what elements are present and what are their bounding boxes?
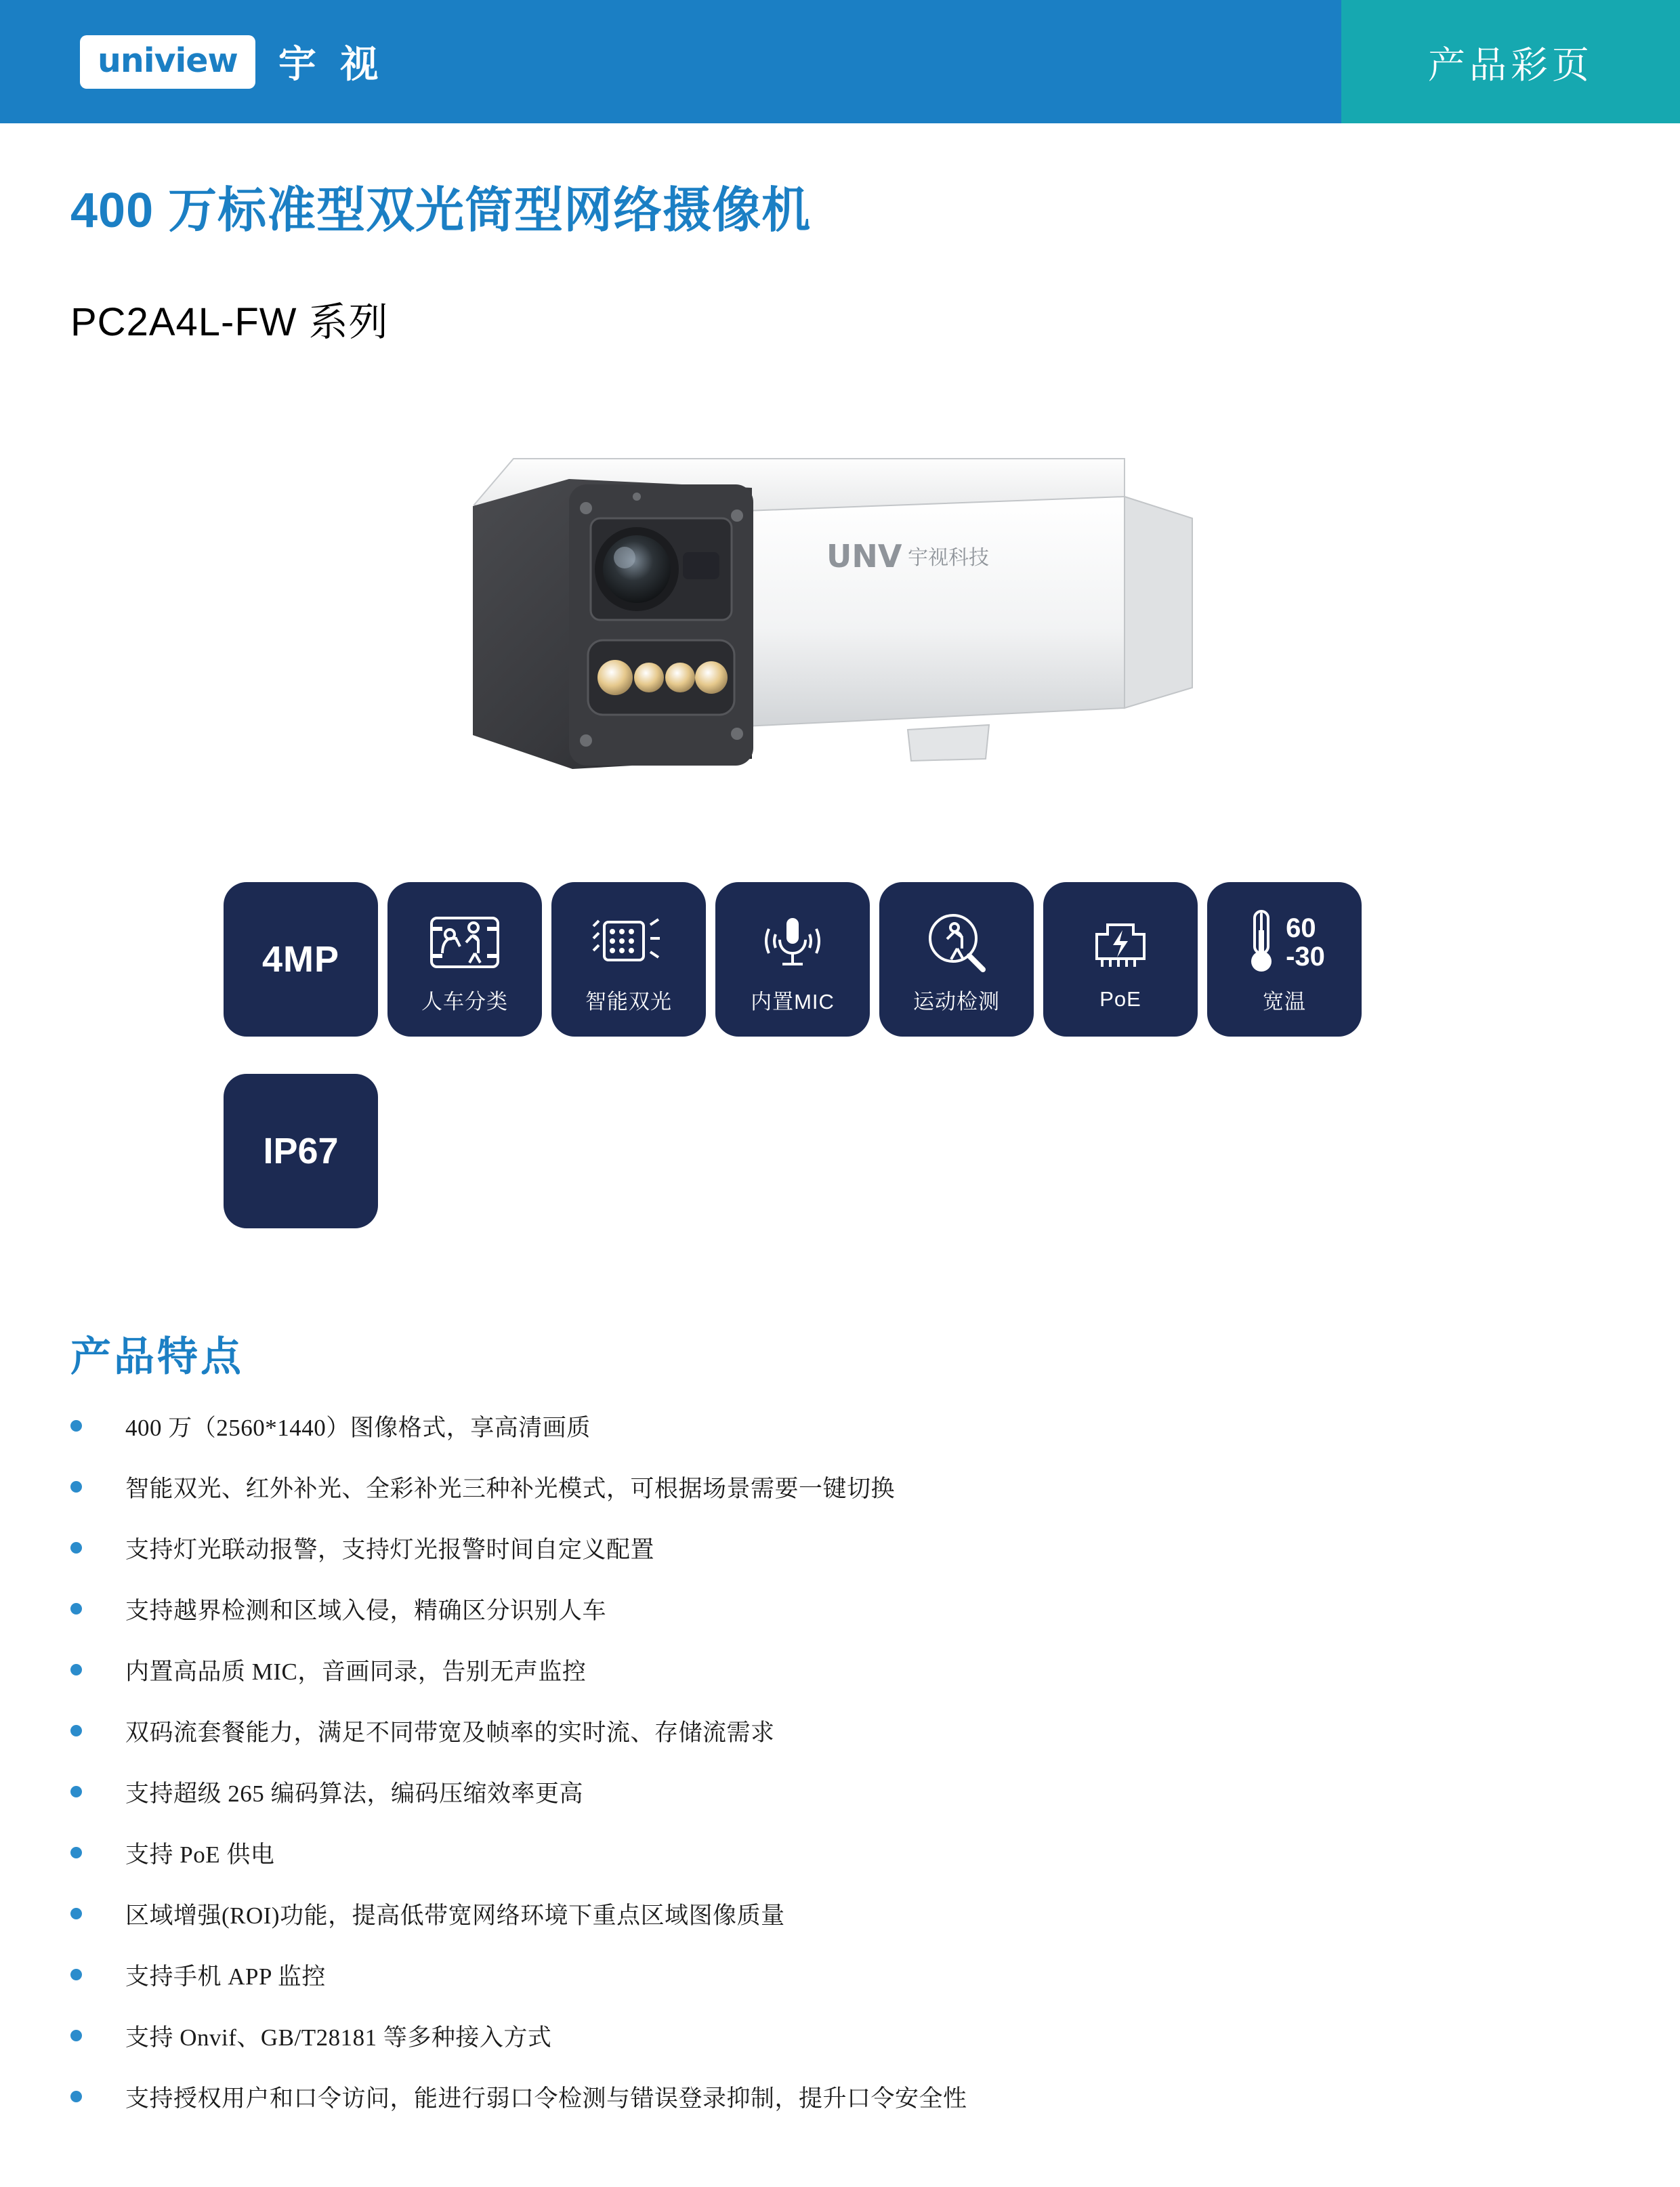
feature-text: 支持超级 265 编码算法，编码压缩效率更高 bbox=[125, 1780, 584, 1807]
bullet-dot-icon bbox=[70, 1786, 82, 1797]
dual-light-icon bbox=[588, 904, 669, 980]
thermometer-icon bbox=[1244, 904, 1325, 980]
product-photo bbox=[434, 417, 1274, 837]
list-item bbox=[70, 1470, 1615, 1531]
list-item bbox=[70, 1714, 1615, 1775]
list-item bbox=[70, 1897, 1615, 1958]
header-tag-label: 产品彩页 bbox=[1427, 43, 1593, 86]
badge-dual-light bbox=[551, 882, 706, 1037]
list-item bbox=[70, 1592, 1615, 1653]
badge-dual-light-label: 智能双光 bbox=[585, 989, 672, 1014]
badge-poe-label: PoE bbox=[1099, 987, 1141, 1011]
list-item bbox=[70, 1775, 1615, 1836]
bullet-dot-icon bbox=[70, 1908, 82, 1919]
page-subtitle: PC2A4L-FW 系列 bbox=[70, 300, 389, 344]
feature-text: 支持灯光联动报警，支持灯光报警时间自定义配置 bbox=[125, 1537, 655, 1563]
temp-high: 60 bbox=[1286, 913, 1316, 943]
product-body-logo: UNV bbox=[826, 538, 902, 575]
feature-text: 支持授权用户和口令访问，能进行弱口令检测与错误登录抑制，提升口令安全性 bbox=[125, 2085, 967, 2112]
poe-icon bbox=[1083, 907, 1158, 983]
feature-text: 400 万（2560*1440）图像格式，享高清画质 bbox=[125, 1415, 591, 1441]
features-heading: 产品特点 bbox=[70, 1334, 244, 1379]
feature-text: 支持越界检测和区域入侵，精确区分识别人车 bbox=[125, 1598, 607, 1624]
badge-motion-detect-label: 运动检测 bbox=[913, 989, 1000, 1014]
bullet-dot-icon bbox=[70, 2091, 82, 2102]
bullet-dot-icon bbox=[70, 1725, 82, 1736]
bullet-dot-icon bbox=[70, 1420, 82, 1432]
microphone-icon bbox=[755, 904, 830, 980]
bullet-dot-icon bbox=[70, 1542, 82, 1554]
feature-text: 支持 PoE 供电 bbox=[125, 1841, 275, 1868]
list-item bbox=[70, 1958, 1615, 2019]
product-body-logo-cn: 宇视科技 bbox=[908, 546, 989, 570]
feature-text: 智能双光、红外补光、全彩补光三种补光模式，可根据场景需要一键切换 bbox=[125, 1476, 896, 1502]
feature-text: 区域增强(ROI)功能，提高低带宽网络环境下重点区域图像质量 bbox=[125, 1902, 785, 1929]
logo-wordmark: uniview bbox=[98, 41, 238, 80]
temperature-range bbox=[1286, 914, 1325, 971]
bullet-dot-icon bbox=[70, 1481, 82, 1493]
badge-person-vehicle-label: 人车分类 bbox=[421, 989, 508, 1014]
list-item bbox=[70, 2080, 1615, 2141]
logo-chinese-name: 宇 视 bbox=[278, 43, 385, 85]
badge-mic bbox=[715, 882, 870, 1037]
header-tag bbox=[1341, 0, 1680, 123]
page-header bbox=[0, 0, 1680, 123]
features-list bbox=[70, 1409, 1615, 2141]
badge-poe bbox=[1043, 882, 1198, 1037]
temp-low: -30 bbox=[1286, 941, 1325, 972]
feature-text: 支持手机 APP 监控 bbox=[125, 1963, 326, 1990]
badge-mic-label: 内置MIC bbox=[751, 989, 835, 1014]
bullet-dot-icon bbox=[70, 1847, 82, 1858]
person-vehicle-icon bbox=[427, 904, 502, 980]
feature-badge-row bbox=[224, 882, 1362, 1037]
bullet-dot-icon bbox=[70, 1969, 82, 1980]
bullet-dot-icon bbox=[70, 2030, 82, 2041]
motion-detect-icon bbox=[919, 904, 994, 980]
badge-4mp bbox=[224, 882, 378, 1037]
list-item bbox=[70, 1836, 1615, 1897]
feature-text: 内置高品质 MIC，音画同录，告别无声监控 bbox=[125, 1659, 587, 1685]
list-item bbox=[70, 2019, 1615, 2080]
bullet-dot-icon bbox=[70, 1664, 82, 1675]
badge-person-vehicle bbox=[387, 882, 542, 1037]
list-item bbox=[70, 1531, 1615, 1592]
badge-wide-temperature bbox=[1207, 882, 1362, 1037]
badge-motion-detect bbox=[879, 882, 1034, 1037]
badge-ip67 bbox=[224, 1074, 378, 1228]
feature-text: 支持 Onvif、GB/T28181 等多种接入方式 bbox=[125, 2024, 552, 2051]
badge-wide-temperature-label: 宽温 bbox=[1263, 989, 1306, 1014]
list-item bbox=[70, 1409, 1615, 1470]
badge-ip67-label: IP67 bbox=[263, 1131, 339, 1171]
feature-text: 双码流套餐能力，满足不同带宽及帧率的实时流、存储流需求 bbox=[125, 1720, 775, 1746]
uniview-logo bbox=[80, 35, 255, 89]
header-brand-area bbox=[0, 0, 1341, 123]
badge-4mp-label: 4MP bbox=[261, 939, 340, 980]
bullet-dot-icon bbox=[70, 1603, 82, 1615]
page-title: 400 万标准型双光筒型网络摄像机 bbox=[70, 184, 812, 238]
list-item bbox=[70, 1653, 1615, 1714]
